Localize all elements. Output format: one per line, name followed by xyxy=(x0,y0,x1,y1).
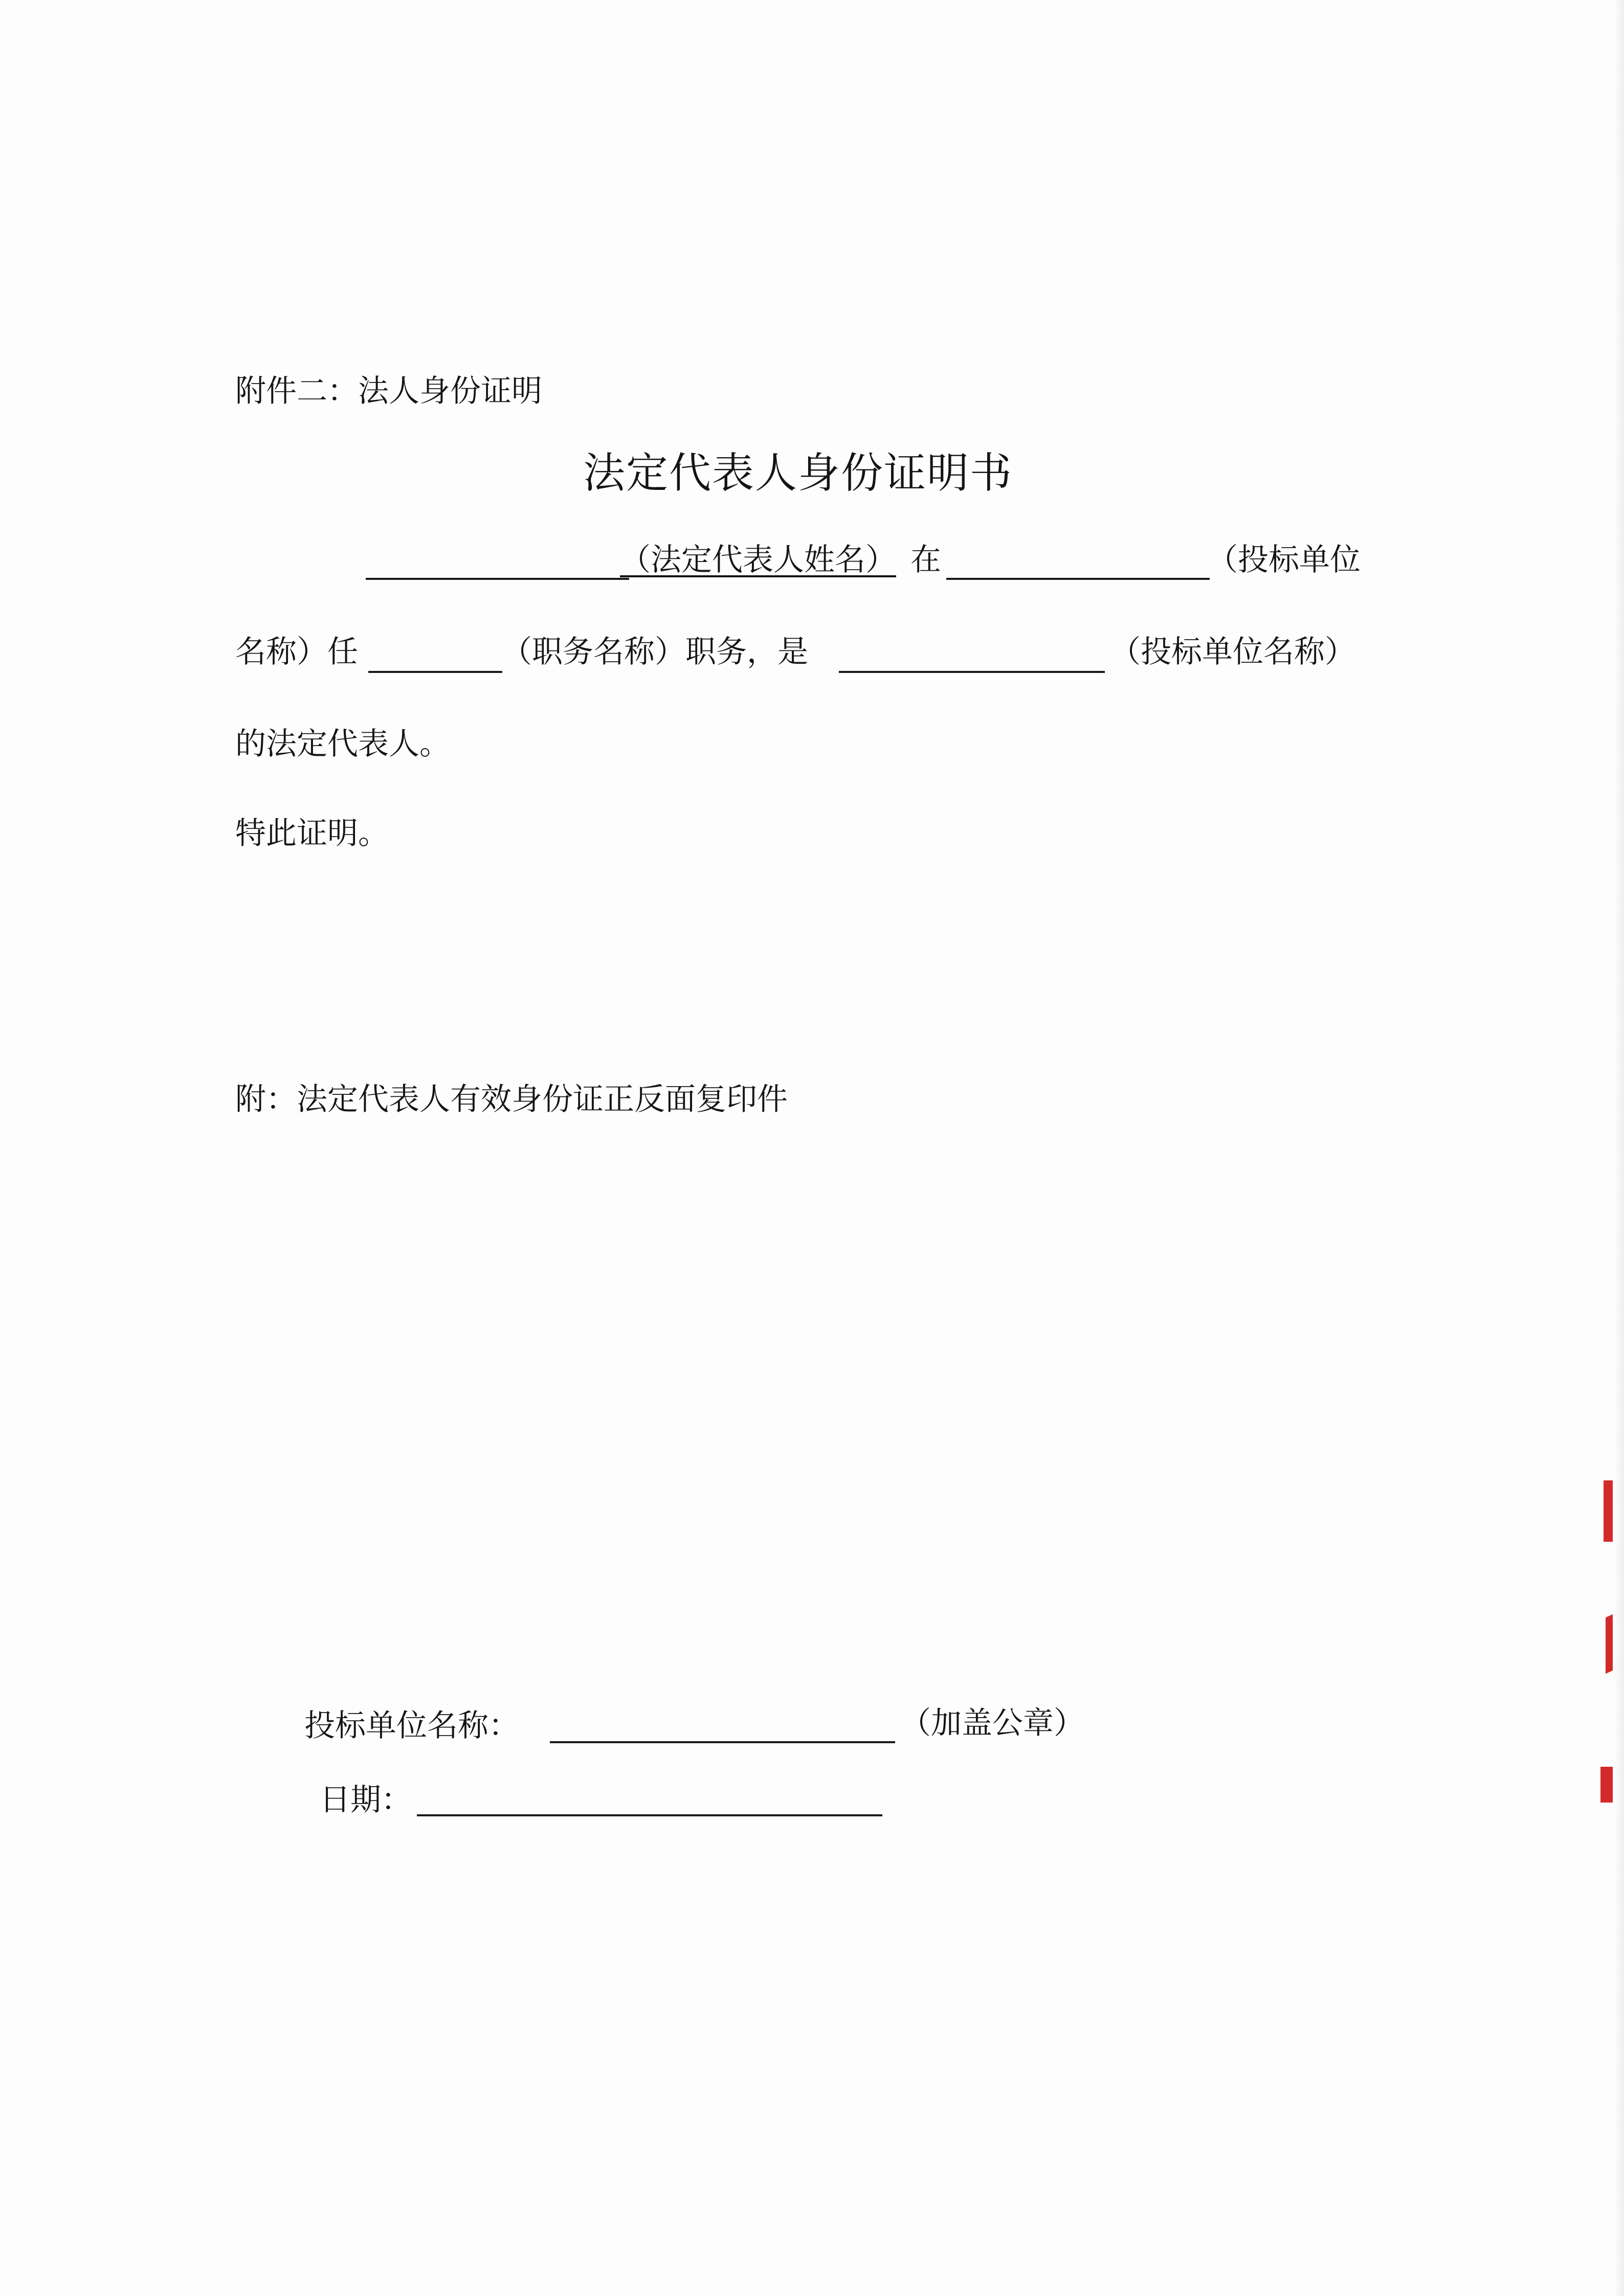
unit-blank-2[interactable] xyxy=(839,671,1105,673)
unit-hint-part: （投标单位 xyxy=(1207,542,1361,578)
unit-name-blank[interactable] xyxy=(550,1741,895,1743)
document-title: 法定代表人身份证明书 xyxy=(583,449,1013,498)
seal-fragment-top xyxy=(1604,1480,1613,1542)
unit-name-label: 投标单位名称： xyxy=(304,1708,519,1744)
position-hint: （职务名称）职务，是 xyxy=(501,634,808,670)
attachment-note: 附：法定代表人有效身份证正反面复印件 xyxy=(235,1082,788,1117)
unit-hint-full: （投标单位名称） xyxy=(1110,634,1355,670)
date-label: 日期： xyxy=(320,1782,412,1818)
attachment-heading: 附件二：法人身份证明 xyxy=(235,373,542,409)
name-hint: （法定代表人姓名） xyxy=(620,542,896,578)
unit-hint-rest: 名称）任 xyxy=(235,634,358,670)
legal-rep-line: 的法定代表人。 xyxy=(235,726,450,762)
seal-note: （加盖公章） xyxy=(900,1705,1084,1741)
name-blank[interactable] xyxy=(366,578,629,580)
seal-fragment-bottom xyxy=(1600,1767,1613,1803)
date-blank[interactable] xyxy=(417,1814,882,1816)
position-blank[interactable] xyxy=(368,671,502,673)
page-edge-shadow xyxy=(1615,0,1624,2296)
unit-blank-1[interactable] xyxy=(946,578,1210,580)
seal-fragment-middle xyxy=(1606,1614,1613,1674)
in-text: 在 xyxy=(910,542,941,578)
certify-line: 特此证明。 xyxy=(235,816,389,851)
